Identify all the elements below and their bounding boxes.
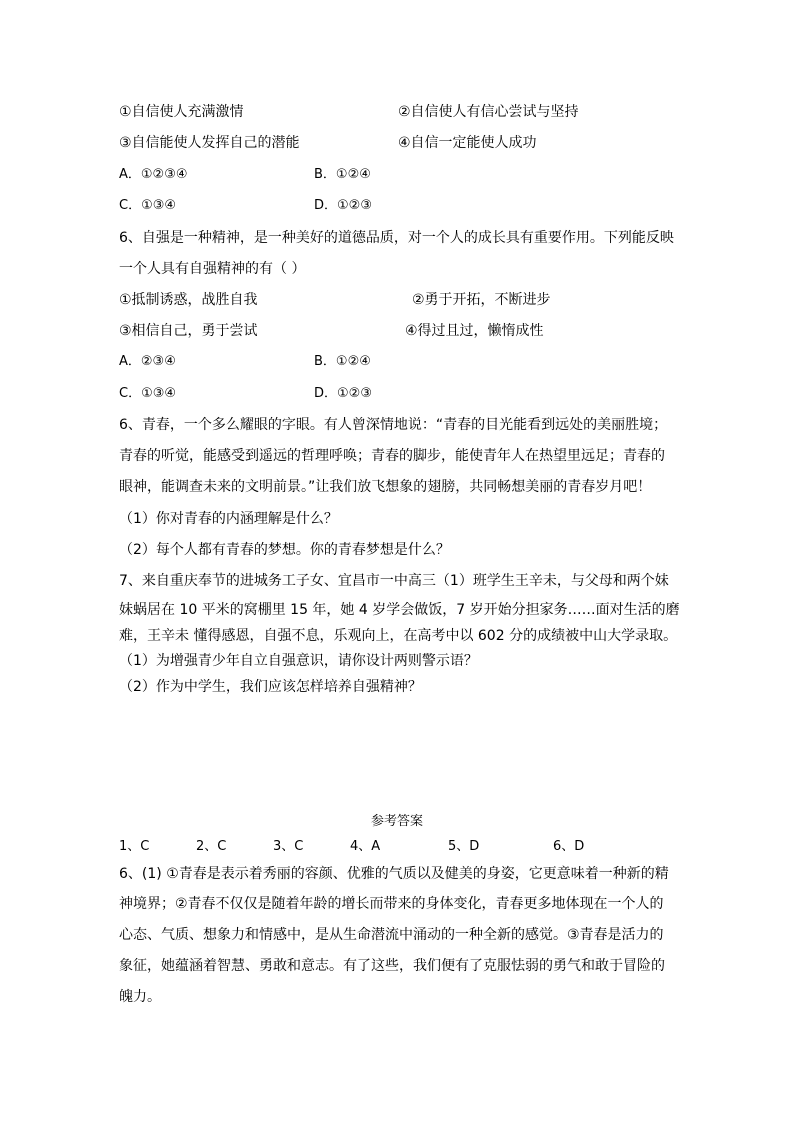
answer-explanation-line-2: 神境界；②青春不仅仅是随着年龄的增长而带来的身体变化，青春更多地体现在一个人的 bbox=[119, 896, 664, 912]
q5-option-2: ②自信使人有信心尝试与坚持 bbox=[398, 104, 579, 120]
answer-explanation-line-3: 心态、气质、想象力和情感中，是从生命潜流中涌动的一种全新的感觉。③青春是活力的 bbox=[119, 927, 664, 943]
answer-1: 1、C bbox=[119, 839, 150, 854]
answer-4: 4、A bbox=[350, 839, 381, 854]
q6a-option-1: ①抵制诱惑，战胜自我 bbox=[119, 292, 258, 308]
q6a-option-3: ③相信自己，勇于尝试 bbox=[119, 323, 258, 339]
q6a-stem-line-2: 一个人具有自强精神的有（ ） bbox=[119, 261, 306, 277]
q5-option-1: ①自信使人充满激情 bbox=[119, 104, 244, 120]
q6b-stem-line-2: 青春的听觉，能感受到遥远的哲理呼唤；青春的脚步，能使青年人在热望里远足；青春的 bbox=[119, 448, 665, 464]
q6a-choice-c: C．①③④ bbox=[119, 386, 177, 401]
q7-sub-question-1: （1）为增强青少年自立自强意识，请你设计两则警示语？ bbox=[119, 653, 478, 669]
answers-title: 参考答案 bbox=[370, 814, 423, 829]
q7-stem-line-2: 妹蜗居在 10 平米的窝棚里 15 年，她 4 岁学会做饭，7 岁开始分担家务……面对生活的磨 bbox=[119, 602, 680, 618]
q6a-choice-d: D．①②③ bbox=[314, 386, 372, 401]
q6b-stem-line-3: 眼神，能调查未来的文明前景。”让我们放飞想象的翅膀，共同畅想美丽的青春岁月吧！ bbox=[119, 479, 652, 495]
q7-stem-line-1: 7、来自重庆奉节的进城务工子女、宜昌市一中高三（1）班学生王辛未，与父母和两个妹 bbox=[119, 573, 669, 589]
answer-6: 6、D bbox=[553, 839, 585, 854]
q5-choice-d: D．①②③ bbox=[314, 198, 372, 213]
answer-explanation-line-1: 6、(1) ①青春是表示着秀丽的容颜、优雅的气质以及健美的身姿，它更意味着一种新的精 bbox=[119, 866, 669, 882]
answer-5: 5、D bbox=[448, 839, 480, 854]
q6a-stem-line-1: 6、自强是一种精神，是一种美好的道德品质，对一个人的成长具有重要作用。下列能反映 bbox=[119, 230, 674, 246]
answer-explanation-line-5: 魄力。 bbox=[119, 989, 161, 1005]
q7-stem-line-3: 难，王辛未 懂得感恩，自强不息，乐观向上，在高考中以 602 分的成绩被中山大学录取。 bbox=[119, 628, 678, 644]
q5-choice-c: C．①③④ bbox=[119, 198, 177, 213]
q5-choice-a: A．①②③④ bbox=[119, 167, 188, 182]
q5-choice-b: B．①②④ bbox=[314, 167, 371, 182]
q6b-sub-question-2: （2）每个人都有青春的梦想。你的青春梦想是什么？ bbox=[119, 542, 450, 558]
q6b-sub-question-1: （1）你对青春的内涵理解是什么？ bbox=[119, 511, 338, 527]
q7-sub-question-2: （2）作为中学生，我们应该怎样培养自强精神？ bbox=[119, 679, 422, 695]
q6a-option-4: ④得过且过，懒惰成性 bbox=[405, 323, 544, 339]
q5-option-3: ③自信能使人发挥自己的潜能 bbox=[119, 135, 300, 151]
answer-explanation-line-4: 象征，她蕴涵着智慧、勇敢和意志。有了这些，我们便有了克服怯弱的勇气和敢于冒险的 bbox=[119, 958, 665, 974]
answer-3: 3、C bbox=[273, 839, 304, 854]
q5-option-4: ④自信一定能使人成功 bbox=[398, 135, 537, 151]
answer-2: 2、C bbox=[196, 839, 227, 854]
q6a-choice-b: B．①②④ bbox=[314, 354, 371, 369]
q6a-option-2: ②勇于开拓，不断进步 bbox=[412, 292, 551, 308]
q6b-stem-line-1: 6、青春，一个多么耀眼的字眼。有人曾深情地说：“青春的目光能看到远处的美丽胜境； bbox=[119, 417, 668, 433]
q6a-choice-a: A．②③④ bbox=[119, 354, 176, 369]
